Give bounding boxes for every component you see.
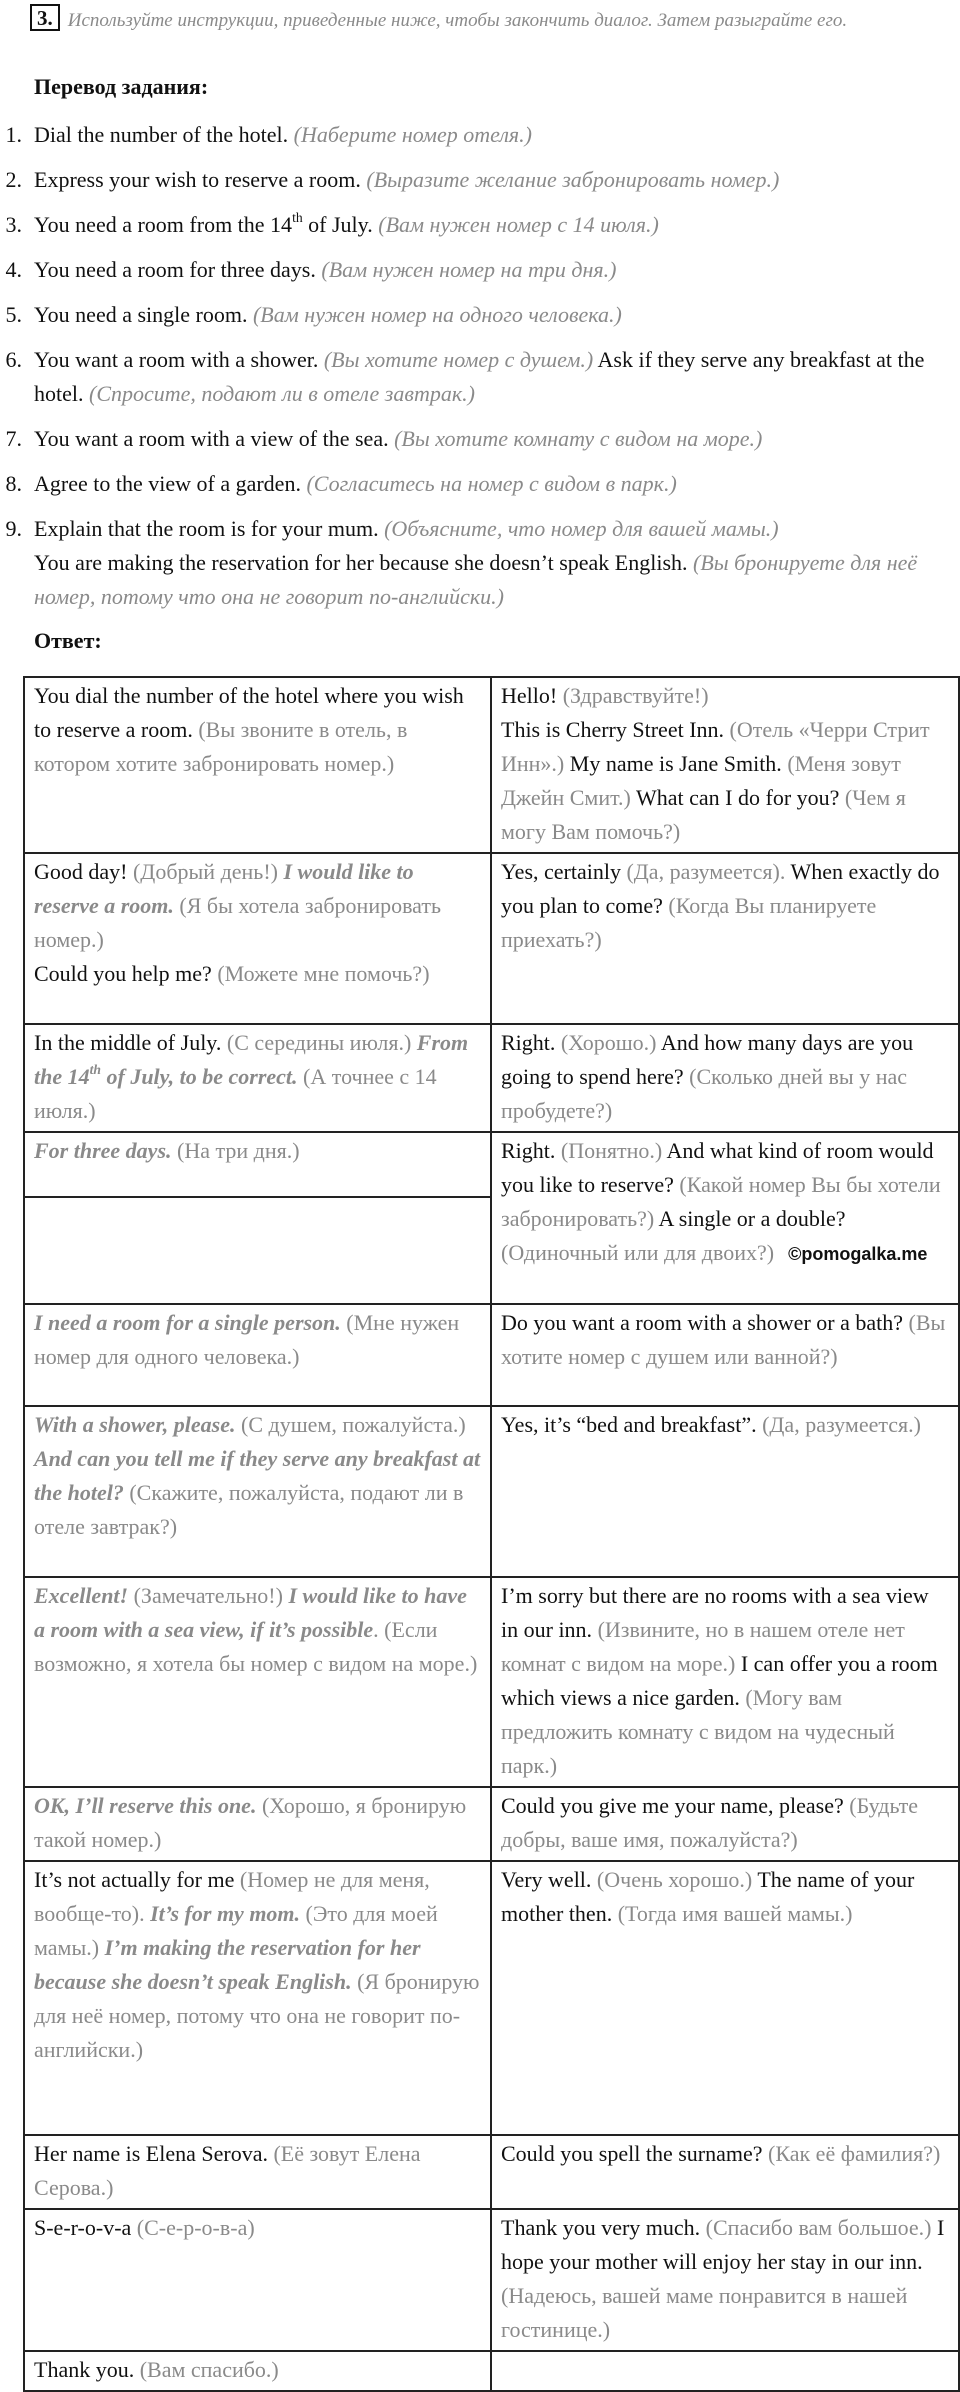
dialog-cell-receptionist: Yes, certainly (Да, разумеется). When exactly do you plan to come? (Когда Вы планируете приехать?) xyxy=(491,853,959,1024)
dialog-cell-receptionist: Hello! (Здравствуйте!) This is Cherry Street Inn. (Отель «Черри Стрит Инн».) My name is Jane Smith. (Меня зовут Джейн Смит.) What can I do for you? (Чем я могу Вам помочь?) xyxy=(491,677,959,853)
dialog-cell-guest: Excellent! (Замечательно!) I would like to have a room with a sea view, if it’s possible. (Если возможно, я хотела бы номер с видом на море.) xyxy=(24,1577,491,1787)
list-item: 7. You want a room with a view of the sea. (Вы хотите комнату с видом на море.) xyxy=(5,426,763,451)
table-row xyxy=(24,2135,959,2209)
table-row xyxy=(24,1304,959,1406)
list-item: 2. Express your wish to reserve a room. (Выразите желание забронировать номер.) xyxy=(5,167,780,192)
table-row xyxy=(24,2351,959,2391)
dialog-cell-receptionist: Could you give me your name, please? (Будьте добры, ваше имя, пожалуйста?) xyxy=(491,1787,959,1861)
dialog-cell-receptionist: I’m sorry but there are no rooms with a sea view in our inn. (Извините, но в нашем отеле нет комнат с видом на море.) I can offer you a room which views a nice garden. (Могу вам предложить комнату с видом на чудесный парк.) xyxy=(491,1577,959,1787)
dialog-cell-guest: I need a room for a single person. (Мне нужен номер для одного человека.) xyxy=(24,1304,491,1406)
dialog-cell-receptionist: Could you spell the surname? (Как её фамилия?) xyxy=(491,2135,959,2209)
list-item: 1. Dial the number of the hotel. (Наберите номер отеля.) xyxy=(5,122,532,147)
table-row xyxy=(24,1577,959,1787)
dialog-cell-guest: It’s not actually for me (Номер не для меня, вообще-то). It’s for my mom. (Это для моей мамы.) I’m making the reservation for her because she doesn’t speak English. (Я бронирую для неё номер, потому что она не говорит по-английски.) xyxy=(24,1861,491,2135)
translation-heading: Перевод задания: xyxy=(34,74,209,99)
table-row xyxy=(24,1406,959,1577)
answer-heading: Ответ: xyxy=(34,628,102,653)
dialog-cell-receptionist: Yes, it’s “bed and breakfast”. (Да, разумеется.) xyxy=(491,1406,959,1577)
task-header xyxy=(30,4,950,35)
dialog-cell-receptionist: Do you want a room with a shower or a bath? (Вы хотите номер с душем или ванной?) xyxy=(491,1304,959,1406)
dialog-cell-receptionist: Thank you very much. (Спасибо вам большое.) I hope your mother will enjoy her stay in our inn. (Надеюсь, вашей маме понравится в нашей гостинице.) xyxy=(491,2209,959,2351)
list-item: 3. You need a room from the 14th of July. (Вам нужен номер с 14 июля.) xyxy=(5,209,659,237)
list-item: 8. Agree to the view of a garden. (Согласитесь на номер с видом в парк.) xyxy=(5,471,677,496)
dialog-cell-guest: For three days. (На три дня.) xyxy=(24,1132,491,1304)
dialog-cell-guest: With a shower, please. (С душем, пожалуйста.) And can you tell me if they serve any breakfast at the hotel? (Скажите, пожалуйста, подают ли в отеле завтрак?) xyxy=(24,1406,491,1577)
dialog-cell-receptionist xyxy=(491,2351,959,2391)
dialog-cell-guest: OK, I’ll reserve this one. (Хорошо, я бронирую такой номер.) xyxy=(24,1787,491,1861)
dialog-cell-guest: Thank you. (Вам спасибо.) xyxy=(24,2351,491,2391)
table-row xyxy=(24,853,959,1024)
table-row xyxy=(24,1861,959,2135)
watermark: ©pomogalka.me xyxy=(788,1244,928,1264)
list-item: 6. You want a room with a shower. (Вы хотите номер с душем.) Ask if they serve any breakfast at the hotel. (Спросите, подают ли в отеле завтрак.) xyxy=(5,347,925,406)
table-row xyxy=(24,1132,959,1304)
table-row xyxy=(24,1787,959,1861)
task-number: 3. xyxy=(30,4,60,31)
dialog-cell-guest: You dial the number of the hotel where you wish to reserve a room. (Вы звоните в отель, в котором хотите забронировать номер.) xyxy=(24,677,491,853)
dialog-cell-guest: Good day! (Добрый день!) I would like to reserve a room. (Я бы хотела забронировать номер.) Could you help me? (Можете мне помочь?) xyxy=(24,853,491,1024)
dialog-cell-receptionist: Right. (Хорошо.) And how many days are you going to spend here? (Сколько дней вы у нас пробудете?) xyxy=(491,1024,959,1132)
task-instruction: Используйте инструкции, приведенные ниже, чтобы закончить диалог. Затем разыграйте его. xyxy=(67,10,848,31)
list-item: 9. Explain that the room is for your mum. (Объясните, что номер для вашей мамы.) You are making the reservation for her because she doesn’t speak English. (Вы бронируете для неё номер, потому что она не говорит по-английски.) xyxy=(5,516,918,609)
dialog-table xyxy=(23,676,960,2392)
table-row xyxy=(24,677,959,853)
dialog-cell-receptionist: Right. (Понятно.) And what kind of room would you like to reserve? (Какой номер Вы бы хотели забронировать?) A single or a double? (Одиночный или для двоих?) ©pomogalka.me xyxy=(491,1132,959,1304)
table-row xyxy=(24,2209,959,2351)
dialog-cell-guest: S-e-r-o-v-a (С-е-р-о-в-а) xyxy=(24,2209,491,2351)
list-item: 4. You need a room for three days. (Вам нужен номер на три дня.) xyxy=(5,257,617,282)
instruction-list xyxy=(0,118,950,625)
dialog-cell-receptionist: Very well. (Очень хорошо.) The name of your mother then. (Тогда имя вашей мамы.) xyxy=(491,1861,959,2135)
list-item: 5. You need a single room. (Вам нужен номер на одного человека.) xyxy=(5,302,622,327)
dialog-cell-guest: In the middle of July. (С середины июля.) From the 14th of July, to be correct. (А точнее с 14 июля.) xyxy=(24,1024,491,1132)
table-row xyxy=(24,1024,959,1132)
dialog-cell-guest: Her name is Elena Serova. (Её зовут Елена Серова.) xyxy=(24,2135,491,2209)
